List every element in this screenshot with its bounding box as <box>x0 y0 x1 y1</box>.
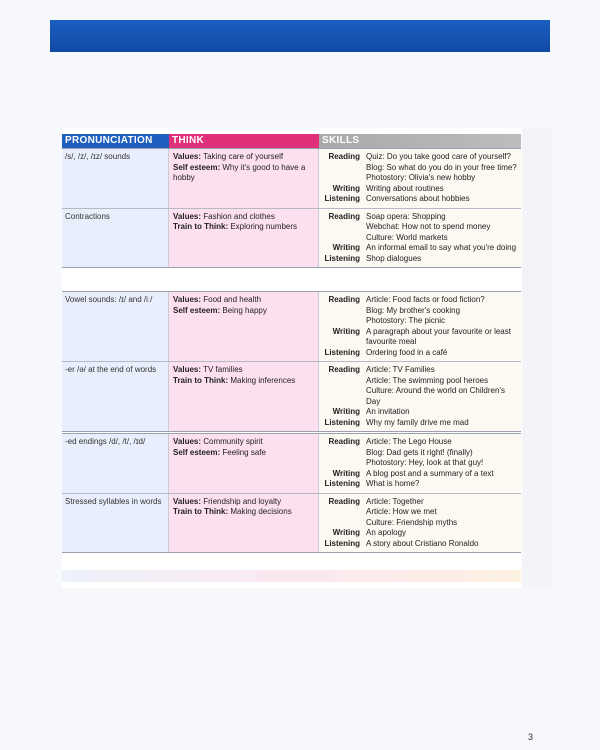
right-margin <box>522 128 552 588</box>
pronunciation-cell: /s/, /z/, /ɪz/ sounds <box>62 149 169 208</box>
skill-text: Conversations about hobbies <box>366 194 470 203</box>
think-label: Values: <box>173 437 202 446</box>
skills-cell <box>319 494 521 553</box>
skill-type: Writing <box>332 528 360 537</box>
skill-text: Soap opera: Shopping <box>366 211 446 221</box>
think-text: TV families <box>203 365 243 374</box>
skill-text: Blog: My brother's cooking <box>366 305 461 315</box>
skill-type: Listening <box>324 347 360 357</box>
skill-line <box>322 152 518 163</box>
think-text: Being happy <box>222 305 267 315</box>
think-label: Values: <box>173 496 202 506</box>
skill-type: Writing <box>332 183 360 193</box>
think-item <box>173 212 314 223</box>
skill-line <box>322 348 518 359</box>
skill-type: Writing <box>332 468 360 478</box>
pronunciation-cell: Vowel sounds: /ɪ/ and /iː/ <box>62 292 169 361</box>
skill-type: Writing <box>332 243 360 252</box>
skill-type <box>322 507 366 518</box>
think-label: Self esteem: <box>173 162 221 172</box>
skill-text: An informal email to say what you're doing <box>366 243 517 252</box>
table-row <box>62 494 521 553</box>
think-label: Train to Think: <box>173 375 229 385</box>
skills-cell <box>319 434 521 493</box>
think-text: Making decisions <box>230 507 292 516</box>
skill-line <box>322 327 518 348</box>
skill-type: Writing <box>332 326 360 336</box>
think-text: Why it's good to have a hobby <box>173 162 306 182</box>
think-item <box>173 365 314 376</box>
table-header <box>62 134 521 148</box>
skill-text: Culture: World markets <box>366 232 448 242</box>
skill-line <box>322 222 518 233</box>
think-text: Taking care of yourself <box>203 152 284 161</box>
think-text: Making inferences <box>230 375 296 385</box>
skill-text: Article: TV Families <box>366 365 435 374</box>
skill-line <box>322 233 518 244</box>
skill-text: Shop dialogues <box>366 253 422 263</box>
skill-type: Reading <box>328 211 360 221</box>
skill-line <box>322 507 518 518</box>
skill-type: Reading <box>328 365 360 374</box>
think-item <box>173 295 314 306</box>
skill-text: Article: The swimming pool heroes <box>366 375 489 385</box>
think-text: Friendship and loyalty <box>203 496 282 506</box>
header-skills: SKILLS <box>319 134 521 148</box>
top-blue-band <box>50 20 550 52</box>
think-item <box>173 448 314 459</box>
skill-line <box>322 479 518 490</box>
think-item <box>173 376 314 387</box>
skill-type <box>322 458 366 469</box>
table-row <box>62 292 521 362</box>
skill-line <box>322 469 518 480</box>
skills-cell <box>319 362 521 431</box>
skill-text: Writing about routines <box>366 183 444 193</box>
skill-line <box>322 528 518 539</box>
skill-text: Article: Together <box>366 496 424 506</box>
skill-text: Culture: Friendship myths <box>366 517 458 527</box>
think-item <box>173 507 314 518</box>
skill-type: Listening <box>324 417 360 427</box>
skill-text: An invitation <box>366 407 410 416</box>
skill-line <box>322 163 518 174</box>
skills-cell <box>319 209 521 268</box>
think-item <box>173 437 314 448</box>
skill-type: Reading <box>328 496 360 506</box>
skill-line <box>322 386 518 407</box>
skill-line <box>322 539 518 550</box>
think-label: Self esteem: <box>173 305 221 315</box>
skill-line <box>322 173 518 184</box>
skill-line <box>322 184 518 195</box>
skill-type <box>322 173 366 184</box>
skill-type: Listening <box>324 538 360 548</box>
table-row <box>62 209 521 268</box>
skill-line <box>322 407 518 418</box>
skill-text: Photostory: Olivia's new hobby <box>366 173 476 182</box>
skill-text: A blog post and a summary of a text <box>366 468 494 478</box>
skill-line <box>322 376 518 387</box>
skills-cell <box>319 149 521 208</box>
skill-text: Article: Food facts or food fiction? <box>366 295 485 304</box>
pronunciation-cell: -er /ə/ at the end of words <box>62 362 169 431</box>
think-cell <box>169 434 319 493</box>
skill-text: Quiz: Do you take good care of yourself? <box>366 152 511 161</box>
skill-line <box>322 497 518 508</box>
skill-type: Reading <box>328 295 360 304</box>
skill-type: Listening <box>324 253 360 263</box>
header-think: THINK <box>169 134 319 148</box>
think-cell <box>169 494 319 553</box>
think-text: Exploring numbers <box>230 222 298 231</box>
skill-line <box>322 518 518 529</box>
skill-type <box>322 163 366 174</box>
skill-text: Webchat: How not to spend money <box>366 222 491 231</box>
think-label: Values: <box>173 211 202 221</box>
pronunciation-cell: Stressed syllables in words <box>62 494 169 553</box>
think-cell <box>169 209 319 268</box>
think-label: Self esteem: <box>173 447 221 457</box>
think-cell <box>169 292 319 361</box>
skill-type: Listening <box>324 194 360 203</box>
think-label: Values: <box>173 152 202 161</box>
skill-line <box>322 365 518 376</box>
think-label: Train to Think: <box>173 507 229 516</box>
skill-text: A paragraph about your favourite or least favourite meal <box>366 326 511 346</box>
skill-type <box>322 376 366 387</box>
think-cell <box>169 362 319 431</box>
skill-text: Culture: Around the world on Children's Day <box>366 386 505 406</box>
skill-text: An apology <box>366 528 407 537</box>
think-cell <box>169 149 319 208</box>
think-label: Values: <box>173 295 202 304</box>
header-pronunciation: PRONUNCIATION <box>62 134 169 148</box>
skill-type <box>322 316 366 327</box>
unit-block <box>62 291 521 432</box>
skill-type: Reading <box>328 437 360 446</box>
pronunciation-cell: -ed endings /d/, /t/, /ɪd/ <box>62 434 169 493</box>
skill-text: Photostory: Hey, look at that guy! <box>366 458 484 467</box>
think-item <box>173 152 314 163</box>
skill-line <box>322 306 518 317</box>
skill-line <box>322 243 518 254</box>
think-text: Food and health <box>203 295 262 304</box>
page-number: 3 <box>528 732 534 742</box>
table-row <box>62 149 521 209</box>
skill-type <box>322 233 366 244</box>
think-label: Values: <box>173 365 202 374</box>
skill-line <box>322 458 518 469</box>
skill-line <box>322 418 518 429</box>
skill-line <box>322 316 518 327</box>
skill-text: A story about Cristiano Ronaldo <box>366 538 479 548</box>
skill-type <box>322 386 366 407</box>
skill-text: What is home? <box>366 479 420 488</box>
skill-line <box>322 194 518 205</box>
think-text: Community spirit <box>203 437 263 446</box>
skill-line <box>322 212 518 223</box>
think-item <box>173 497 314 508</box>
skill-type: Writing <box>332 407 360 416</box>
skill-text: Article: The Lego House <box>366 437 452 446</box>
skills-cell <box>319 292 521 361</box>
think-text: Fashion and clothes <box>203 211 275 221</box>
think-label: Train to Think: <box>173 222 229 231</box>
think-text: Feeling safe <box>222 447 266 457</box>
think-item <box>173 163 314 184</box>
skill-type: Reading <box>328 152 360 161</box>
table-footer-strip <box>62 570 521 582</box>
skill-line <box>322 295 518 306</box>
skill-type: Listening <box>324 479 360 488</box>
skill-text: Blog: Dad gets it right! (finally) <box>366 447 473 457</box>
think-item <box>173 222 314 233</box>
skill-text: Article: How we met <box>366 507 437 516</box>
unit-block <box>62 148 521 268</box>
skill-line <box>322 254 518 265</box>
skill-type <box>322 306 366 317</box>
pronunciation-cell: Contractions <box>62 209 169 268</box>
table-row <box>62 362 521 431</box>
skill-type <box>322 222 366 233</box>
think-item <box>173 306 314 317</box>
skill-text: Why my family drive me mad <box>366 417 469 427</box>
skill-line <box>322 448 518 459</box>
skill-text: Photostory: The picnic <box>366 316 446 325</box>
skill-text: Ordering food in a café <box>366 347 448 357</box>
skill-text: Blog: So what do you do in your free time? <box>366 162 517 172</box>
skill-type <box>322 518 366 529</box>
skill-type <box>322 448 366 459</box>
table-row <box>62 434 521 494</box>
unit-block <box>62 433 521 553</box>
skill-line <box>322 437 518 448</box>
